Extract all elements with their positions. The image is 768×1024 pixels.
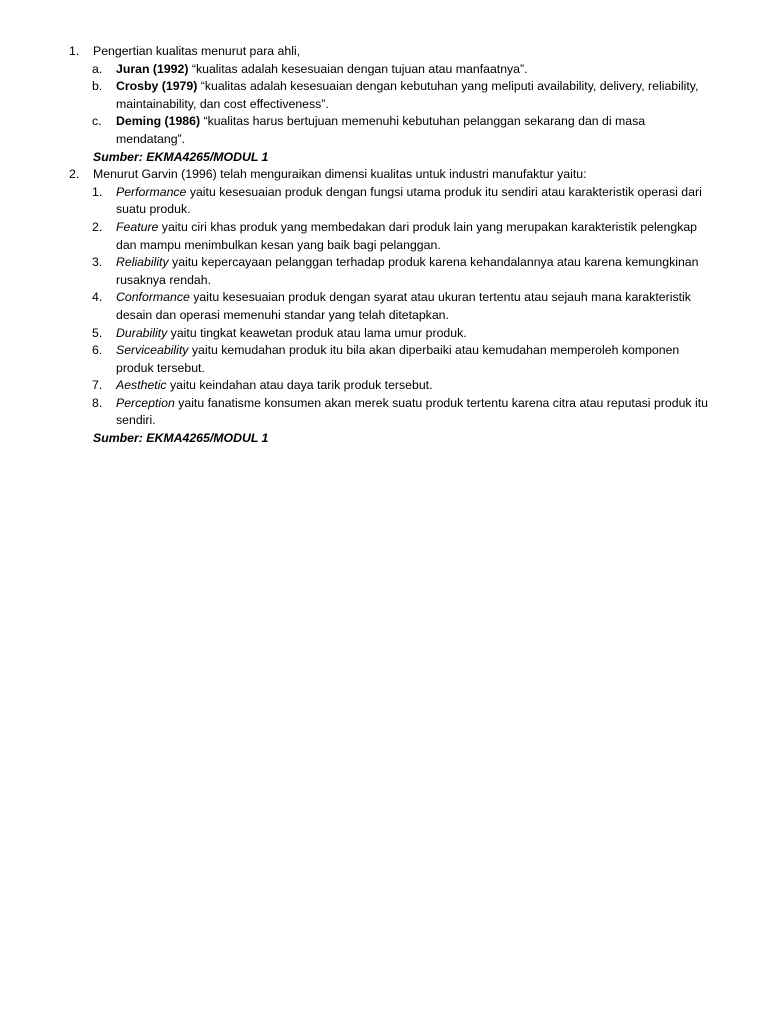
dimension-term: Durability bbox=[116, 325, 168, 340]
list-number: 3. bbox=[92, 255, 103, 270]
dimension-term: Serviceability bbox=[116, 343, 189, 358]
author-name: Crosby (1979) bbox=[116, 79, 198, 94]
list-letter: c. bbox=[92, 114, 102, 129]
dimension-term: Reliability bbox=[116, 255, 169, 270]
dimension-term: Feature bbox=[116, 219, 159, 234]
source-citation: Sumber: EKMA4265/MODUL 1 bbox=[93, 431, 269, 446]
dimension-item-performance bbox=[92, 184, 716, 219]
definition-text: “kualitas adalah kesesuaian dengan tujuan atau manfaatnya”. bbox=[188, 61, 528, 76]
dimension-text: yaitu tingkat keawetan produk atau lama umur produk. bbox=[167, 325, 467, 340]
list-letter: b. bbox=[92, 79, 103, 94]
dimension-term: Performance bbox=[116, 184, 187, 199]
definition-text: “kualitas harus bertujuan memenuhi kebutuhan pelanggan sekarang dan di masa mendatang”. bbox=[116, 114, 646, 146]
dimension-text: yaitu kepercayaan pelanggan terhadap produk karena kehandalannya atau karena kemungkinan rusaknya rendah. bbox=[116, 255, 699, 287]
list-number: 6. bbox=[92, 343, 103, 358]
list-letter: a. bbox=[92, 61, 103, 76]
dimension-item-serviceability bbox=[92, 342, 716, 377]
list-number: 7. bbox=[92, 378, 103, 393]
list-number: 8. bbox=[92, 395, 103, 410]
list-number: 2. bbox=[69, 167, 80, 182]
document-content bbox=[0, 43, 768, 448]
dimension-item-aesthetic bbox=[92, 377, 716, 395]
dimension-item-conformance bbox=[92, 289, 716, 324]
definition-text: “kualitas adalah kesesuaian dengan kebutuhan yang meliputi availability, delivery, reliability, maintainability, dan cost effectiveness”. bbox=[116, 79, 699, 111]
dimension-term: Aesthetic bbox=[116, 378, 167, 393]
dimension-term: Conformance bbox=[116, 290, 190, 305]
dimension-item-feature bbox=[92, 219, 716, 254]
author-name: Deming (1986) bbox=[116, 114, 201, 129]
expert-item-c bbox=[92, 113, 716, 148]
list-number: 1. bbox=[92, 184, 103, 199]
dimension-term: Perception bbox=[116, 395, 175, 410]
section-heading: Pengertian kualitas menurut para ahli, bbox=[93, 44, 301, 58]
list-number: 4. bbox=[92, 290, 103, 305]
dimension-text: yaitu fanatisme konsumen akan merek suatu produk tertentu karena citra atau reputasi produk itu sendiri. bbox=[116, 395, 708, 428]
list-item-1 bbox=[69, 43, 733, 61]
list-item-2 bbox=[69, 166, 733, 184]
source-citation: Sumber: EKMA4265/MODUL 1 bbox=[93, 149, 269, 164]
list-number: 2. bbox=[92, 219, 103, 234]
list-number: 5. bbox=[92, 325, 103, 340]
list-number: 1. bbox=[69, 44, 80, 58]
dimension-text: yaitu ciri khas produk yang membedakan dari produk lain yang merupakan karakteristik pelengkap dan mampu menimbulkan kesan yang baik bagi pelanggan. bbox=[116, 219, 698, 252]
dimension-text: yaitu kemudahan produk itu bila akan diperbaiki atau kemudahan memperoleh komponen produk tersebut. bbox=[116, 343, 680, 375]
dimension-item-durability bbox=[92, 325, 716, 343]
dimension-text: yaitu kesesuaian produk dengan syarat atau ukuran tertentu atau sejauh mana karakteristik desain dan operasi memenuhi standar yang telah ditetapkan. bbox=[116, 290, 691, 322]
author-name: Juran (1992) bbox=[116, 61, 189, 76]
dimension-item-reliability bbox=[92, 254, 716, 289]
dimension-text: yaitu keindahan atau daya tarik produk tersebut. bbox=[166, 378, 433, 393]
section-heading: Menurut Garvin (1996) telah menguraikan dimensi kualitas untuk industri manufaktur yaitu: bbox=[93, 167, 587, 182]
dimension-item-perception bbox=[92, 395, 716, 430]
expert-item-a bbox=[92, 61, 716, 79]
expert-item-b bbox=[92, 78, 716, 113]
dimension-text: yaitu kesesuaian produk dengan fungsi utama produk itu sendiri atau karakteristik operasi dari suatu produk. bbox=[116, 184, 702, 217]
